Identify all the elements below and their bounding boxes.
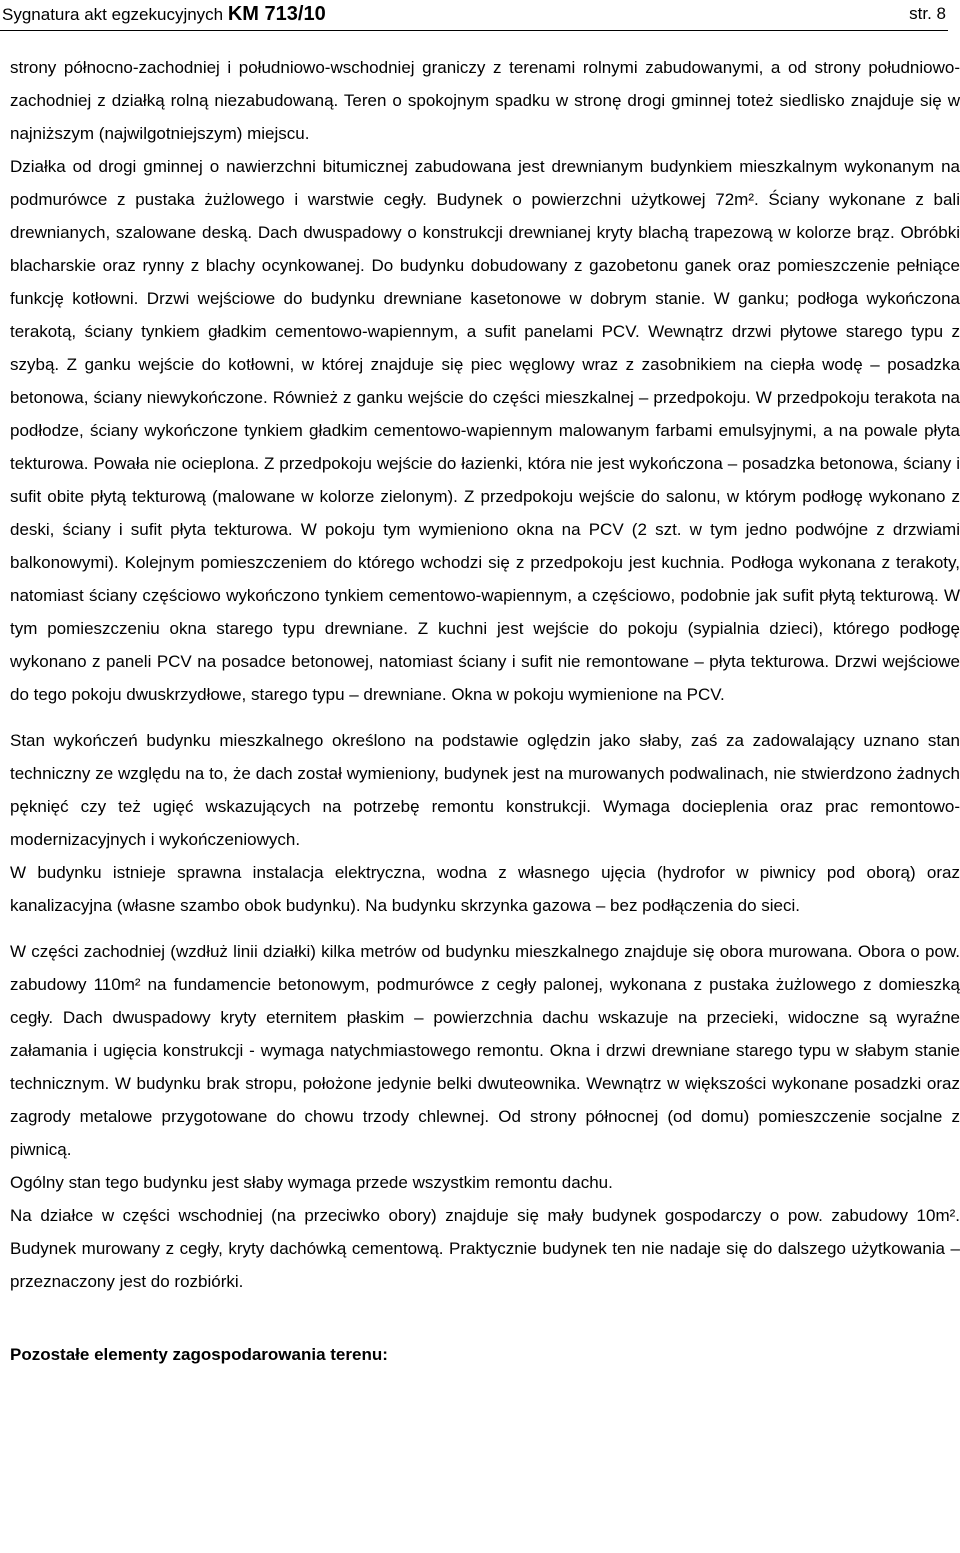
paragraph-barn-condition: Ogólny stan tego budynku jest słaby wymaga przede wszystkim remontu dachu.: [10, 1173, 613, 1192]
paragraph-outbuilding: Na działce w części wschodniej (na przeciwko obory) znajduje się mały budynek gospodarczy o pow. zabudowy 10m². Budynek murowany z cegły, kryty dachówką cementową. Praktycznie budynek ten nie nadaje się do dalszego użytkowania – przeznaczony jest do rozbiórki.: [10, 1206, 960, 1291]
paragraph-surroundings: strony północno-zachodniej i południowo-wschodniej graniczy z terenami rolnymi zabudowanymi, a od strony południowo-zachodniej z działką rolną niezabudowaną. Teren o spokojnym spadku w stronę drogi gminnej toteż siedlisko znajduje się w najniższym (najwilgotniejszym) miejscu.: [10, 58, 960, 143]
signature-label: Sygnatura akt egzekucyjnych: [2, 5, 224, 24]
case-signature: [2, 0, 326, 29]
paragraph-barn: W części zachodniej (wzdłuż linii działki) kilka metrów od budynku mieszkalnego znajduje się obora murowana. Obora o pow. zabudowy 110m² na fundamencie betonowym, podmurówce z cegły palonej, wykonana z pustaka żużlowego z domieszką cegły. Dach dwuspadowy kryty eternitem płaskim – powierzchnia dachu wskazuje na przecieki, widoczne są wyraźne załamania i ugięcia konstrukcji - wymaga natychmiastowego remontu. Okna i drzwi drewniane starego typu w słabym stanie technicznym. W budynku brak stropu, położone jedynie belki dwuteownika. Wewnątrz w większości wykonane posadzki oraz zagrody metalowe przygotowane do chowu trzody chlewnej. Od strony północnej (od domu) pomieszczenie socjalne z piwnicą.: [10, 942, 960, 1159]
paragraph-residential-building: Działka od drogi gminnej o nawierzchni bitumicznej zabudowana jest drewnianym budynkiem mieszkalnym wykonanym na podmurówce z pustaka żużlowego i warstwie cegły. Budynek o powierzchni użytkowej 72m². Ściany wykonane z bali drewnianych, szalowane deską. Dach dwuspadowy o konstrukcji drewnianej kryty blachą trapezową w kolorze brąz. Obróbki blacharskie oraz rynny z blachy ocynkowanej. Do budynku dobudowany z gazobetonu ganek oraz pomieszczenie pełniące funkcję kotłowni. Drzwi wejściowe do budynku drewniane kasetonowe w dobrym stanie. W ganku; podłoga wykończona terakotą, ściany tynkiem gładkim cementowo-wapiennym, a sufit panelami PCV. Wewnątrz drzwi płytowe starego typu z szybą. Z ganku wejście do kotłowni, w której znajduje się piec węglowy wraz z zasobnikiem na ciepła wodę – posadzka betonowa, ściany niewykończone. Również z ganku wejście do części mieszkalnej – przedpokoju. W przedpokoju terakota na podłodze, ściany wykończone tynkiem gładkim cementowo-wapiennym malowanym farbami emulsyjnymi, a na powale płyta tekturowa. Powała nie ocieplona. Z przedpokoju wejście do łazienki, która nie jest wykończona – posadzka betonowa, ściany i sufit obite płytą tekturową (malowane w kolorze zielonym). Z przedpokoju wejście do salonu, w którym podłogę wykonano z deski, ściany i sufit płyta tekturowa. W pokoju tym wymieniono okna na PCV (2 szt. w tym jedno podwójne z drzwiami balkonowymi). Kolejnym pomieszczeniem do którego wchodzi się z przedpokoju jest kuchnia. Podłoga wykonana z terakoty, natomiast ściany częściowo wykończono tynkiem cementowo-wapiennym, a częściowo, podobnie jak sufit płytą tekturową. W tym pomieszczeniu okna starego typu drewniane. Z kuchni jest wejście do pokoju (sypialnia dzieci), którego podłogę wykonano z paneli PCV na posadce betonowej, natomiast ściany i sufit nie remontowane – płyta tekturowa. Drzwi wejściowe do tego pokoju dwuskrzydłowe, starego typu – drewniane. Okna w pokoju wymienione na PCV.: [10, 157, 960, 704]
section-heading: Pozostałe elementy zagospodarowania terenu:: [10, 1345, 388, 1364]
paragraph-installations: W budynku istnieje sprawna instalacja elektryczna, wodna z własnego ujęcia (hydrofor w piwnicy pod oborą) oraz kanalizacyjna (własne szambo obok budynku). Na budynku skrzynka gazowa – bez podłączenia do sieci.: [10, 863, 960, 915]
paragraph-condition-assessment: Stan wykończeń budynku mieszkalnego określono na podstawie oględzin jako słaby, zaś za zadowalający uznano stan techniczny ze względu na to, że dach został wymieniony, budynek jest na murowanych podwalinach, nie stwierdzono żadnych pęknięć czy też ugięć wskazujących na potrzebę remontu konstrukcji. Wymaga docieplenia oraz prac remontowo-modernizacyjnych i wykończeniowych.: [10, 731, 960, 849]
signature-number: KM 713/10: [227, 3, 326, 25]
page-number: str. 8: [909, 4, 946, 23]
document-body: [10, 51, 960, 1371]
page-header: [0, 0, 948, 31]
